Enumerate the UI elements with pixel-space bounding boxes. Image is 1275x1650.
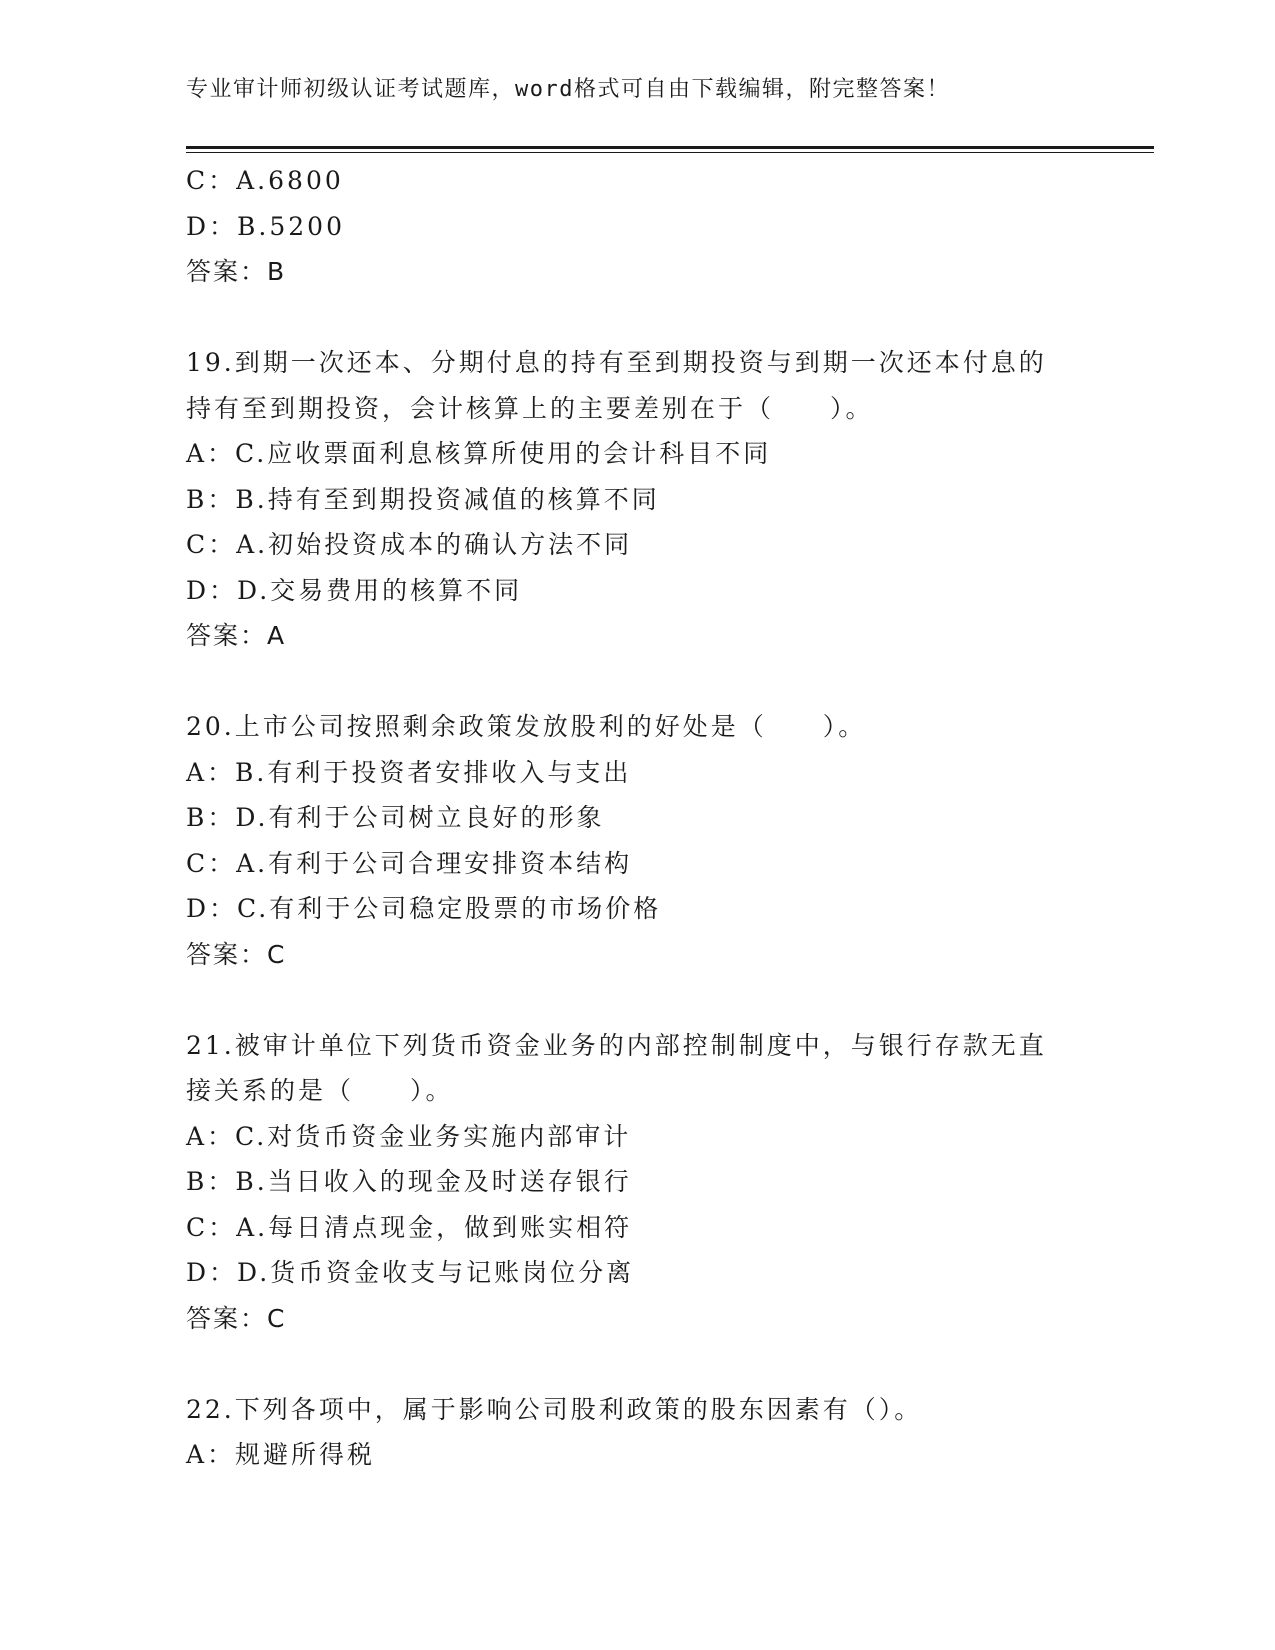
option-a: A：B.有利于投资者安排收入与支出 [186,757,632,787]
option-c: C：A.有利于公司合理安排资本结构 [186,848,633,878]
option-a: A：C.应收票面利息核算所使用的会计科目不同 [186,439,772,468]
answer-line: 答案：C [186,939,287,969]
option-c: C：A.6800 [186,166,344,195]
spacer [186,1341,1086,1387]
option-d: D：D.货币资金收支与记账岗位分离 [186,1258,635,1287]
question-22 [186,1387,1086,1478]
continued-question [186,158,1086,295]
option-d: D：B.5200 [186,211,345,241]
spacer [186,295,1086,341]
answer-line: 答案：A [186,621,287,650]
question-21 [186,1023,1086,1342]
option-a: A：C.对货币资金业务实施内部审计 [186,1121,632,1151]
question-stem: 接关系的是（ ）。 [186,1076,454,1105]
option-c: C：A.初始投资成本的确认方法不同 [186,530,633,559]
option-c: C：A.每日清点现金，做到账实相符 [186,1212,633,1242]
question-stem: 持有至到期投资，会计核算上的主要差别在于（ ）。 [186,393,874,423]
header-divider-thin [186,152,1154,153]
question-content [186,158,1086,1478]
option-a: A：规避所得税 [186,1440,376,1469]
spacer [186,659,1086,705]
option-b: B：B.持有至到期投资减值的核算不同 [186,484,660,514]
answer-line: 答案：C [186,1303,287,1333]
header-divider-thick [186,146,1154,149]
option-b: B：D.有利于公司树立良好的形象 [186,803,605,832]
question-19 [186,340,1086,659]
option-b: B：B.当日收入的现金及时送存银行 [186,1167,632,1196]
answer-line: 答案：B [186,257,287,286]
option-d: D：C.有利于公司稳定股票的市场价格 [186,894,662,923]
question-stem: 19.到期一次还本、分期付息的持有至到期投资与到期一次还本付息的 [186,348,1047,377]
page-header: 专业审计师初级认证考试题库，word格式可自由下载编辑，附完整答案！ [186,77,950,102]
question-stem: 20.上市公司按照剩余政策发放股利的好处是（ ）。 [186,712,867,741]
option-d: D：D.交易费用的核算不同 [186,575,523,605]
spacer [186,977,1086,1023]
question-20 [186,704,1086,977]
question-stem: 22.下列各项中，属于影响公司股利政策的股东因素有（）。 [186,1394,923,1424]
question-stem: 21.被审计单位下列货币资金业务的内部控制制度中，与银行存款无直 [186,1030,1047,1060]
